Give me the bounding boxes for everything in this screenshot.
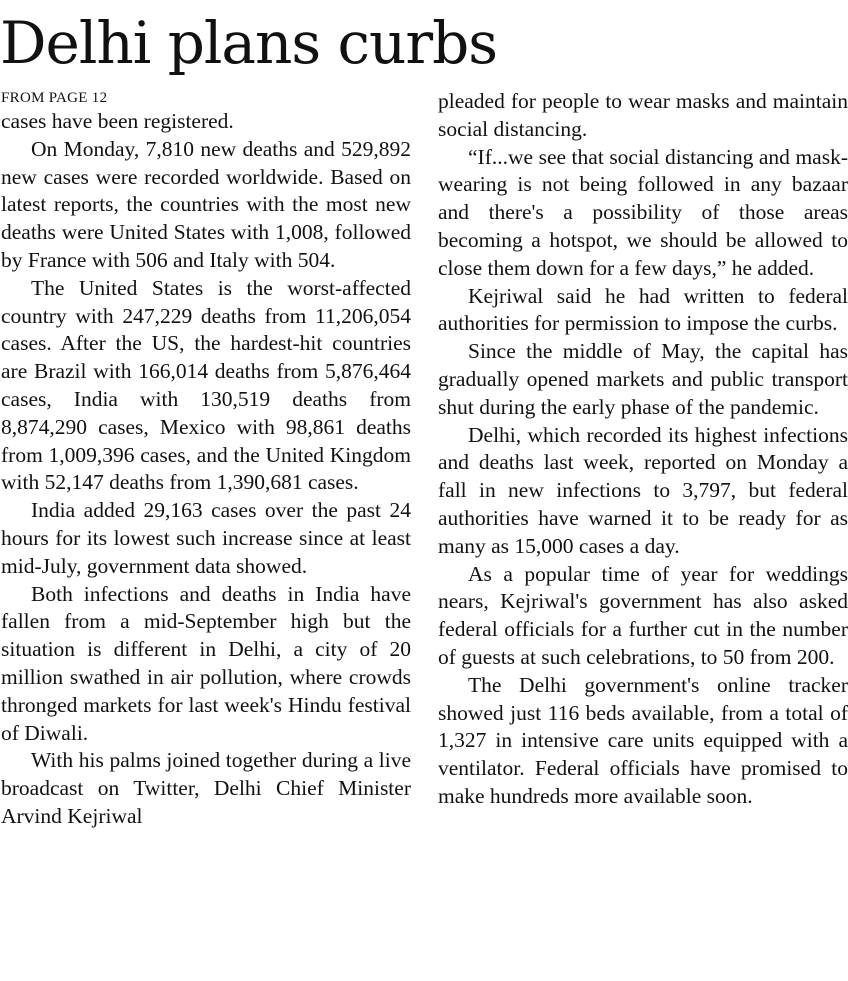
right-column xyxy=(438,88,848,811)
paragraph: pleaded for people to wear masks and maintain social distancing. xyxy=(438,89,848,141)
paragraph: The United States is the worst-affected country with 247,229 deaths from 11,206,054 cases. After the US, the hardest-hit countries are Brazil with 166,014 deaths from 5,876,464 cases, India with 130,519 deaths from 8,874,290 cases, Mexico with 98,861 deaths from 1,009,396 cases, and the United Kingdom with 52,147 deaths from 1,390,681 cases. xyxy=(1,275,411,495)
paragraph: Both infections and deaths in India have fallen from a mid-September high but the situation is different in Delhi, a city of 20 million swathed in air pollution, where crowds thronged markets for last week's Hindu festival of Diwali. xyxy=(1,581,411,745)
paragraph: India added 29,163 cases over the past 24 hours for its lowest such increase since at least mid-July, government data showed. xyxy=(1,498,411,578)
jump-line: FROM PAGE 12 xyxy=(1,90,108,106)
paragraph: The Delhi government's online tracker showed just 116 beds available, from a total of 1,327 in intensive care units equipped with a ventilator. Federal officials have promised to make hundreds more available soon. xyxy=(438,672,848,808)
paragraph: As a popular time of year for weddings nears, Kejriwal's government has also asked federal officials for a further cut in the number of guests at such celebrations, to 50 from 200. xyxy=(438,561,848,669)
paragraph: On Monday, 7,810 new deaths and 529,892 new cases were recorded worldwide. Based on latest reports, the countries with the most new deaths were United States with 1,008, followed by France with 506 and Italy with 504. xyxy=(1,136,411,272)
paragraph: “If...we see that social distancing and mask-wearing is not being followed in any bazaar and there's a possibility of those areas becoming a hotspot, we should be allowed to close them down for a few days,” he added. xyxy=(438,144,848,280)
paragraph: Delhi, which recorded its highest infections and deaths last week, reported on Monday a fall in new infections to 3,797, but federal authorities have warned it to be ready for as many as 15,000 cases a day. xyxy=(438,422,848,558)
left-column xyxy=(1,88,411,831)
paragraph: Kejriwal said he had written to federal authorities for permission to impose the curbs. xyxy=(438,283,848,336)
paragraph: With his palms joined together during a live broadcast on Twitter, Delhi Chief Minister Arvind Kejriwal xyxy=(1,748,411,828)
paragraph: cases have been registered. xyxy=(1,109,234,133)
headline: Delhi plans curbs xyxy=(0,9,497,77)
paragraph: Since the middle of May, the capital has gradually opened markets and public transport shut during the early phase of the pandemic. xyxy=(438,339,848,419)
